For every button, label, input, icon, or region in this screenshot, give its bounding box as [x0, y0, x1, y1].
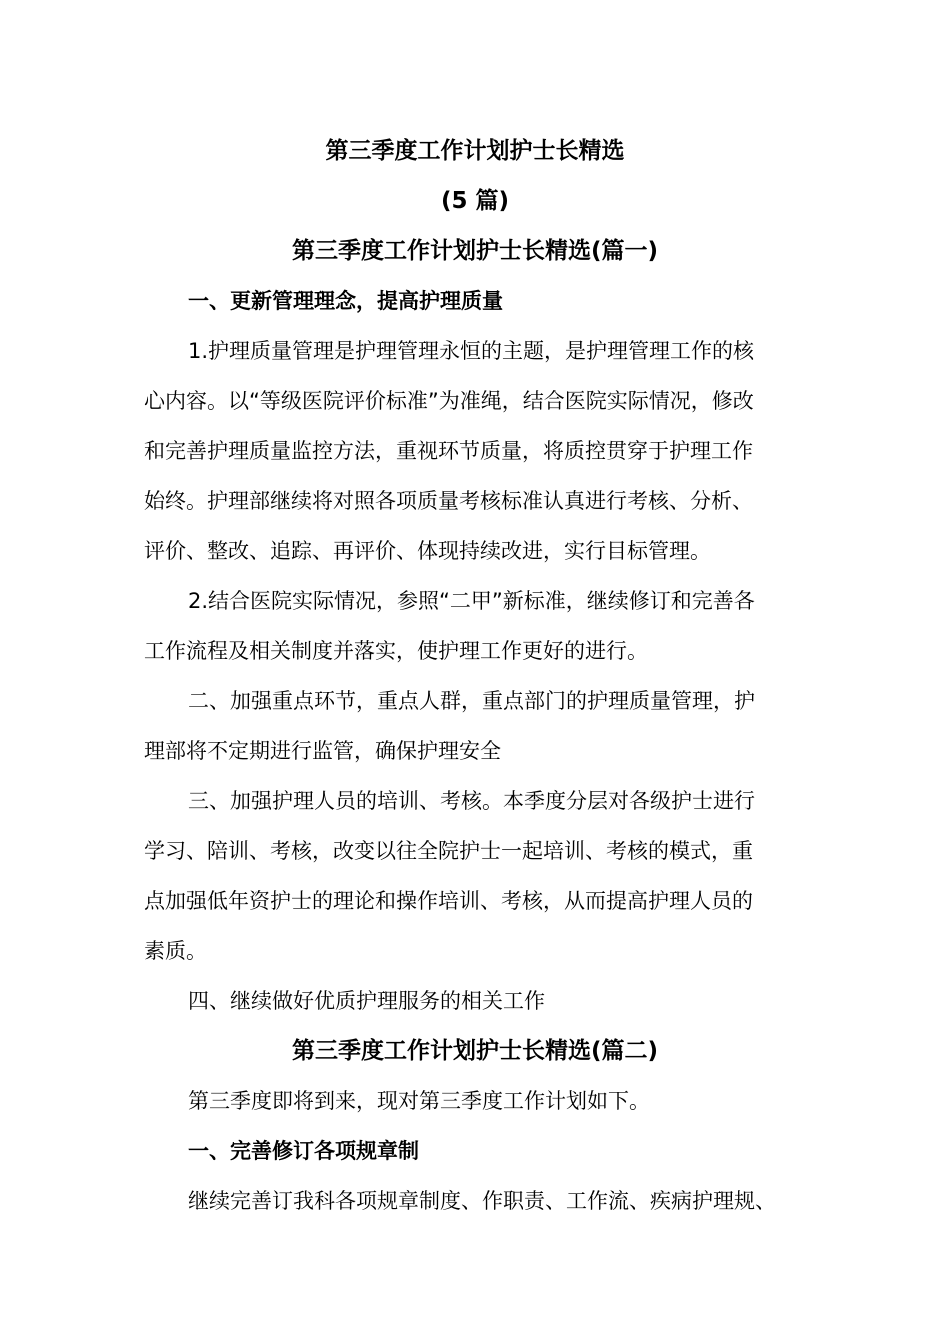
- subheading-quality: 一、更新管理理念，提高护理质量: [188, 289, 503, 313]
- document-subtitle: (5 篇): [440, 188, 510, 214]
- paragraph-line: 第三季度即将到来，现对第三季度工作计划如下。: [188, 1089, 650, 1113]
- paragraph-line: 2.结合医院实际情况，参照“二甲”新标准，继续修订和完善各: [188, 589, 755, 613]
- paragraph-line: 三、加强护理人员的培训、考核。本季度分层对各级护士进行: [188, 789, 755, 813]
- paragraph-line: 二、加强重点环节，重点人群，重点部门的护理质量管理，护: [188, 689, 755, 713]
- paragraph-line: 继续完善订我科各项规章制度、作职责、工作流、疾病护理规、: [188, 1189, 776, 1213]
- paragraph-line: 心内容。以“等级医院评价标准”为准绳，结合医院实际情况，修改: [144, 389, 754, 413]
- paragraph-line: 工作流程及相关制度并落实，使护理工作更好的进行。: [144, 639, 648, 663]
- paragraph-line: 1.护理质量管理是护理管理永恒的主题，是护理管理工作的核: [188, 339, 755, 363]
- paragraph-line: 素质。: [144, 939, 207, 963]
- paragraph-line: 始终。护理部继续将对照各项质量考核标准认真进行考核、分析、: [144, 489, 753, 513]
- paragraph-line: 和完善护理质量监控方法，重视环节质量，将质控贯穿于护理工作: [144, 439, 753, 463]
- paragraph-line: 点加强低年资护士的理论和操作培训、考核，从而提高护理人员的: [144, 889, 753, 913]
- paragraph-line: 理部将不定期进行监管，确保护理安全: [144, 739, 501, 763]
- subheading-rules: 一、完善修订各项规章制: [188, 1139, 419, 1163]
- section-heading-2: 第三季度工作计划护士长精选(篇二): [291, 1038, 659, 1064]
- paragraph-line: 评价、整改、追踪、再评价、体现持续改进，实行目标管理。: [144, 539, 711, 563]
- paragraph-line: 四、继续做好优质护理服务的相关工作: [188, 989, 545, 1013]
- document-title: 第三季度工作计划护士长精选: [325, 138, 625, 164]
- paragraph-line: 学习、陪训、考核，改变以往全院护士一起培训、考核的模式，重: [144, 839, 753, 863]
- section-heading-1: 第三季度工作计划护士长精选(篇一): [291, 238, 659, 264]
